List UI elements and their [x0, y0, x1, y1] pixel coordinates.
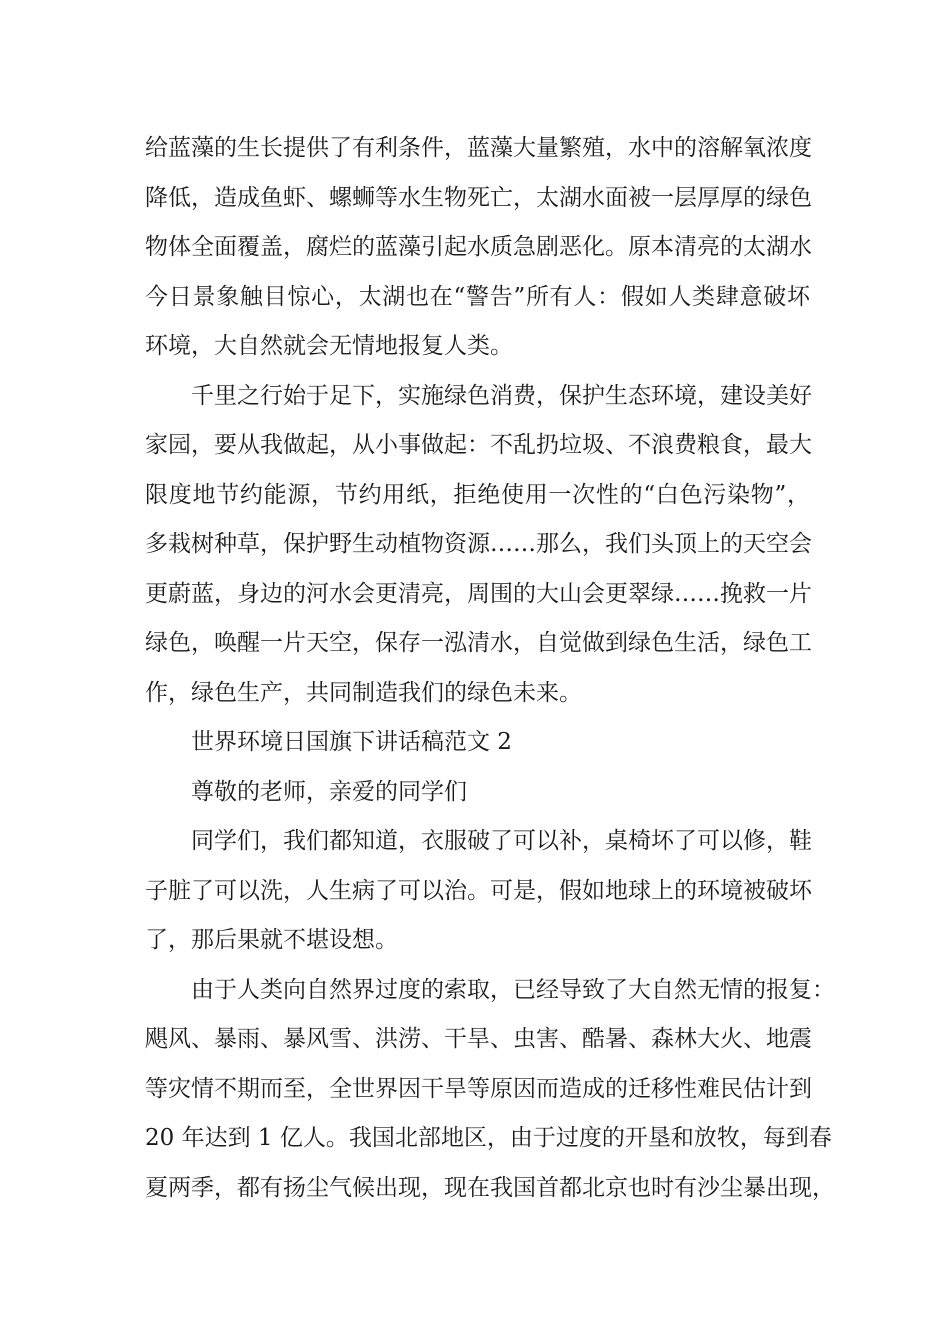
- text-line: 子脏了可以洗，人生病了可以治。可是，假如地球上的环境被破坏: [145, 877, 812, 904]
- text-line: 了，那后果就不堪设想。: [145, 927, 398, 953]
- text-line: 给蓝藻的生长提供了有利条件，蓝藻大量繁殖，水中的溶解氧浓度: [145, 135, 812, 161]
- text-line: 今日景象触目惊心，太湖也在“警告”所有人：假如人类肆意破坏: [145, 283, 810, 310]
- text-line: 环境，大自然就会无情地报复人类。: [145, 333, 513, 359]
- text-line: 尊敬的老师，亲爱的同学们: [191, 778, 467, 805]
- text-line: 夏两季，都有扬尘气候出现，现在我国首都北京也时有沙尘暴出现，: [145, 1174, 835, 1201]
- text-line: 世界环境日国旗下讲话稿范文 2: [191, 729, 512, 755]
- text-line: 作，绿色生产，共同制造我们的绿色未来。: [145, 679, 582, 706]
- text-line: 绿色，唤醒一片天空，保存一泓清水，自觉做到绿色生活，绿色工: [145, 630, 812, 656]
- text-line: 物体全面覆盖，腐烂的蓝藻引起水质急剧恶化。原本清亮的太湖水: [145, 234, 812, 260]
- text-line: 限度地节约能源，节约用纸，拒绝使用一次性的“白色污染物”，: [145, 481, 810, 508]
- text-line: 降低，造成鱼虾、螺蛳等水生物死亡，太湖水面被一层厚厚的绿色: [145, 184, 812, 211]
- text-line: 多栽树种草，保护野生动植物资源……那么，我们头顶上的天空会: [145, 531, 812, 557]
- text-line: 千里之行始于足下，实施绿色消费，保护生态环境，建设美好: [191, 382, 812, 409]
- text-line: 等灾情不期而至，全世界因干旱等原因而造成的迁移性难民估计到: [145, 1075, 812, 1102]
- text-line: 同学们，我们都知道，衣服破了可以补，桌椅坏了可以修，鞋: [191, 828, 812, 854]
- body-text: [145, 124, 835, 1213]
- text-line: 由于人类向自然界过度的索取，已经导致了大自然无情的报复：: [191, 976, 835, 1003]
- text-line: 20 年达到 1 亿人。我国北部地区，由于过度的开垦和放牧，每到春: [145, 1125, 832, 1151]
- text-line: 飓风、暴雨、暴风雪、洪涝、干旱、虫害、酷暑、森林大火、地震: [145, 1026, 812, 1052]
- text-line: 家园，要从我做起，从小事做起：不乱扔垃圾、不浪费粮食，最大: [145, 432, 812, 458]
- text-line: 更蔚蓝，身边的河水会更清亮，周围的大山会更翠绿……挽救一片: [145, 580, 812, 607]
